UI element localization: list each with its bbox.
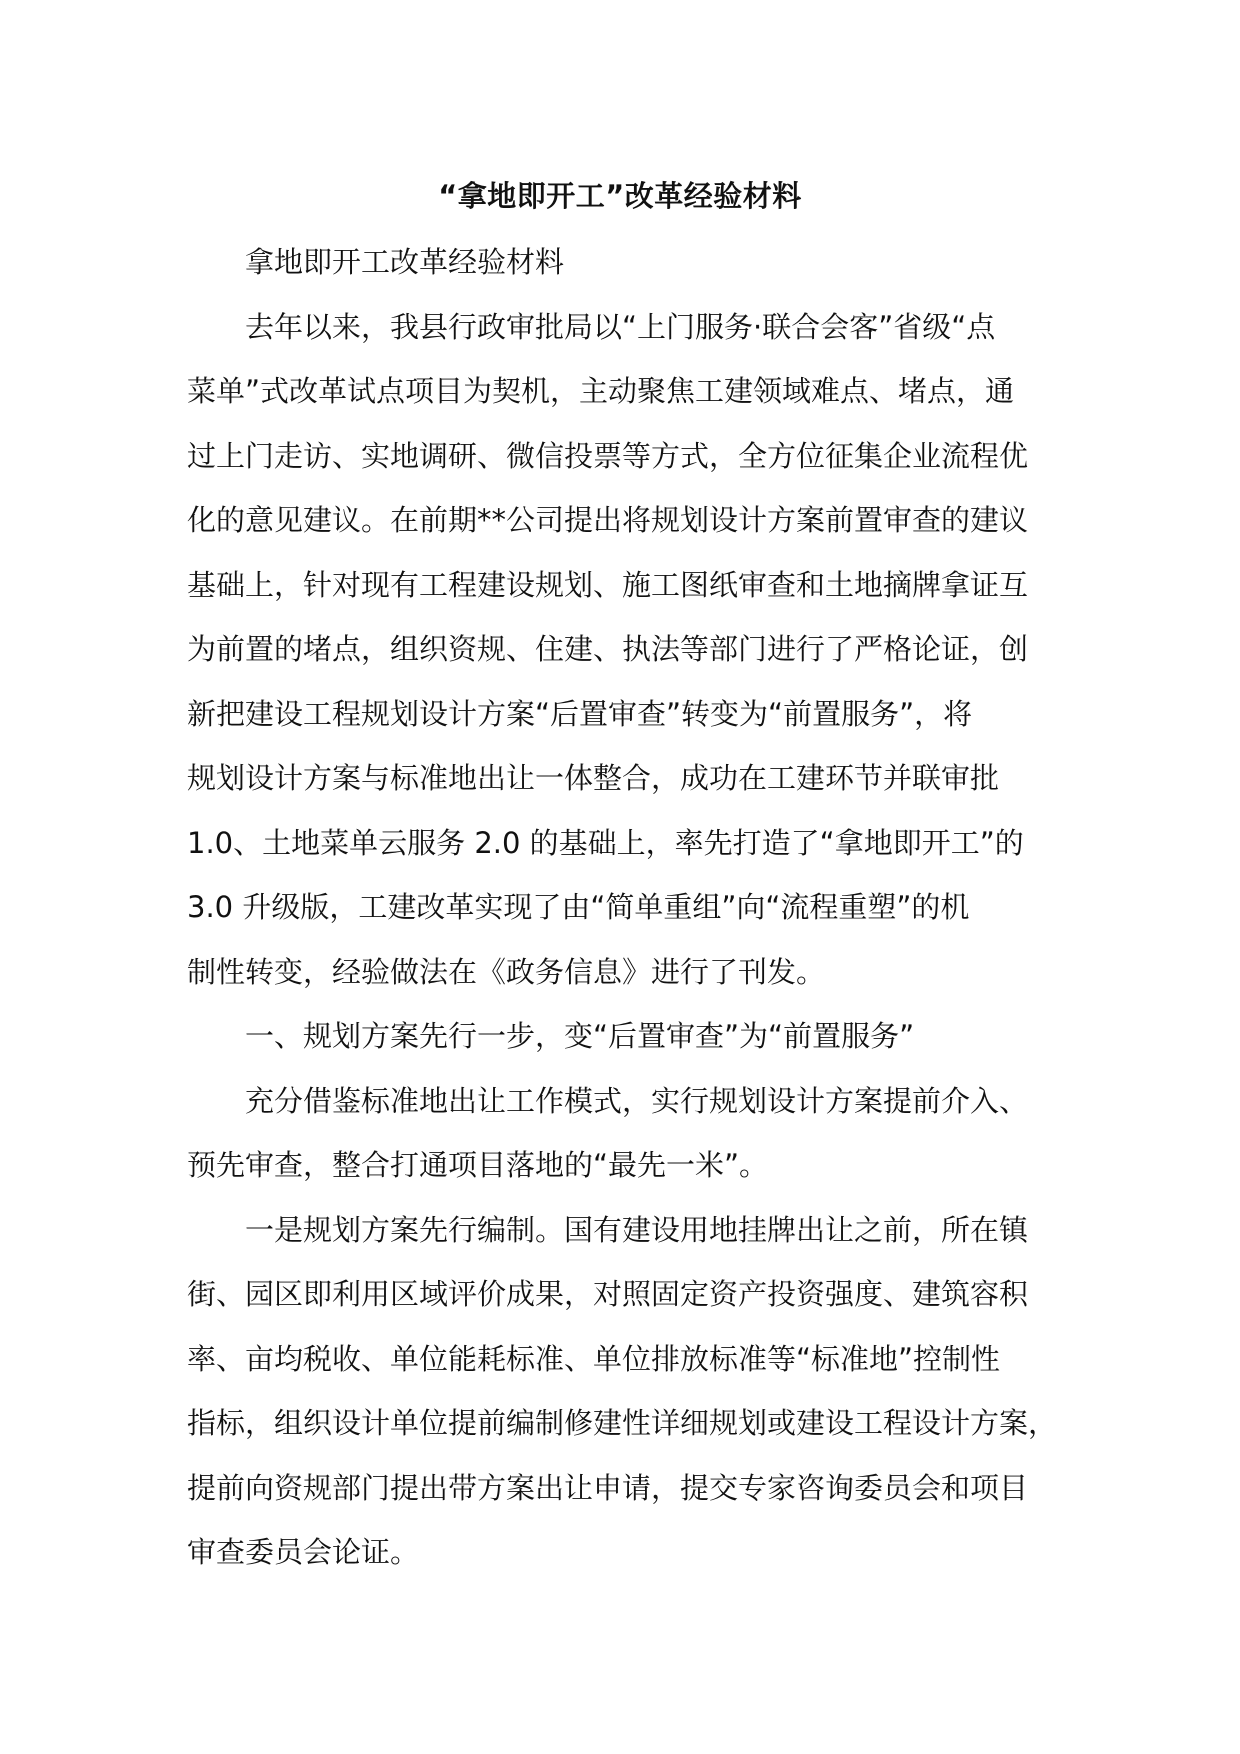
paragraph-line: 规划设计方案与标准地出让一体整合，成功在工建环节并联审批 (187, 761, 1000, 795)
paragraph-line: 一是规划方案先行编制。国有建设用地挂牌出让之前，所在镇 (245, 1212, 1029, 1247)
paragraph-line: 街、园区即利用区域评价成果，对照固定资产投资强度、建筑容积 (187, 1277, 1029, 1311)
paragraph-line: 化的意见建议。在前期**公司提出将规划设计方案前置审查的建议 (187, 503, 1029, 537)
paragraph-line: 审查委员会论证。 (187, 1535, 420, 1569)
paragraph-line: 基础上，针对现有工程建设规划、施工图纸审查和土地摘牌拿证互 (187, 567, 1029, 602)
section-heading: 一、规划方案先行一步，变“后置审查”为“前置服务” (245, 1019, 915, 1053)
paragraph-line: 去年以来，我县行政审批局以“上门服务·联合会客”省级“点 (245, 309, 996, 344)
paragraph-line: 拿地即开工改革经验材料 (245, 245, 565, 279)
paragraph-line: 1.0、土地菜单云服务 2.0 的基础上，率先打造了“拿地即开工”的 (187, 825, 1024, 860)
document-title: “拿地即开工”改革经验材料 (438, 179, 802, 213)
paragraph-line: 为前置的堵点，组织资规、住建、执法等部门进行了严格论证，创 (187, 632, 1029, 666)
document-body (187, 237, 1061, 1592)
paragraph-line: 菜单”式改革试点项目为契机，主动聚焦工建领域难点、堵点，通 (187, 374, 1015, 408)
paragraph-line: 过上门走访、实地调研、微信投票等方式，全方位征集企业流程优 (187, 438, 1029, 473)
paragraph-line: 制性转变，经验做法在《政务信息》进行了刊发。 (187, 954, 826, 989)
paragraph-line: 提前向资规部门提出带方案出让申请，提交专家咨询委员会和项目 (187, 1470, 1029, 1505)
paragraph-line: 充分借鉴标准地出让工作模式，实行规划设计方案提前介入、 (245, 1083, 1029, 1118)
paragraph-line: 新把建设工程规划设计方案“后置审查”转变为“前置服务”，将 (187, 696, 973, 731)
paragraph-line: 率、亩均税收、单位能耗标准、单位排放标准等“标准地”控制性 (187, 1341, 1001, 1376)
paragraph-line: 指标，组织设计单位提前编制修建性详细规划或建设工程设计方案， (187, 1406, 1058, 1440)
paragraph-line: 3.0 升级版，工建改革实现了由“简单重组”向“流程重塑”的机 (187, 890, 970, 924)
paragraph-line: 预先审查，整合打通项目落地的“最先一米”。 (187, 1148, 769, 1182)
